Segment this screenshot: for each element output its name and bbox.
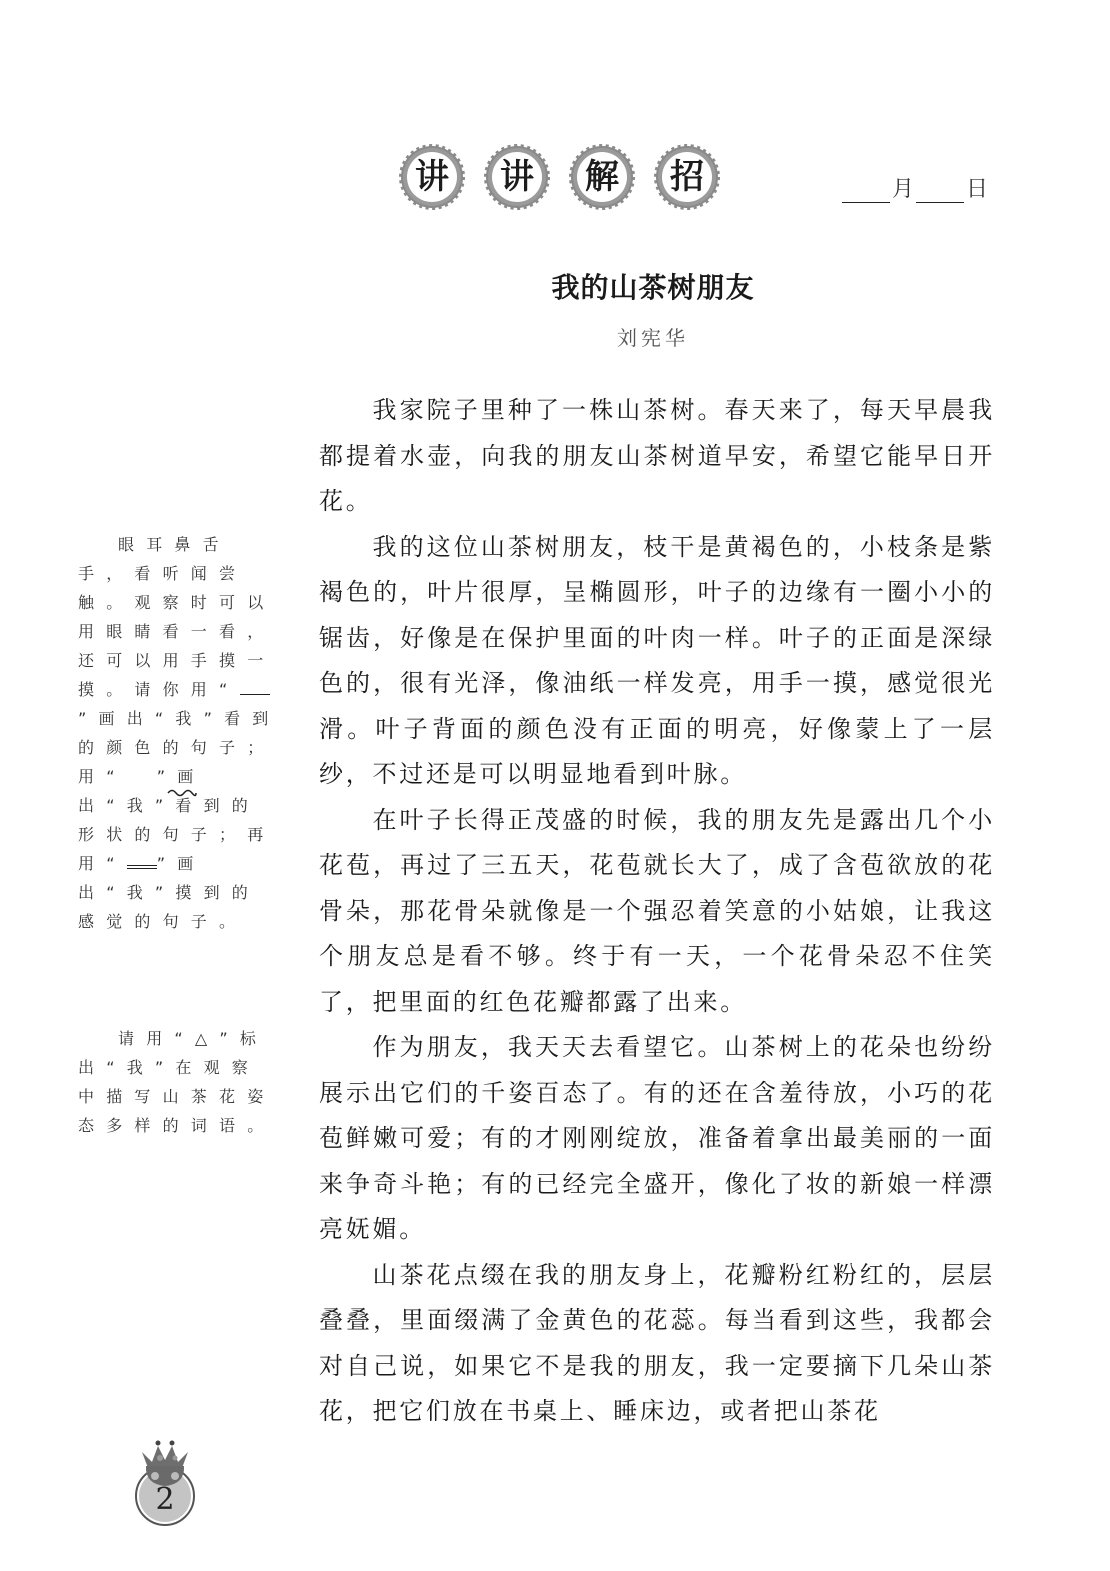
badge-char: 招 [670,157,704,197]
paragraph: 我的这位山茶树朋友，枝干是黄褐色的，小枝条是紫褐色的，叶片很厚，呈椭圆形，叶子的边缘有一圈小小的锯齿，好像是在保护里面的叶肉一样。叶子的正面是深绿色的，很有光泽，像油纸一样发亮，用手一摸，感觉很光滑。叶子背面的颜色没有正面的明亮，好像蒙上了一层纱，不过还是可以明显地看到叶脉。 [319,532,995,788]
section-badges [398,143,721,211]
badge-char: 解 [585,157,619,197]
note-text: 请用“△”标出“我”在观察中描写山茶花姿态多样的词语。 [78,1029,276,1135]
paragraph: 作为朋友，我天天去看望它。山茶树上的花朵也纷纷展示出它们的千姿百态了。有的还在含羞待放，小巧的花苞鲜嫩可爱；有的才刚刚绽放，准备着拿出最美丽的一面来争奇斗艳；有的已经完全盛开，像化了妆的新娘一样漂亮妩媚。 [319,1033,995,1243]
badge-char: 讲 [415,157,449,197]
side-note-observation [78,530,286,936]
paragraph: 在叶子长得正茂盛的时候，我的朋友先是露出几个小花苞，再过了三五天，花苞就长大了，成了含苞欲放的花骨朵，那花骨朵就像是一个强忍着笑意的小姑娘，让我这个朋友总是看不够。终于有一天，一个花骨朵忍不住笑了，把里面的红色花瓣都露了出来。 [319,805,995,1016]
note-text: 眼耳鼻舌手，看听闻尝触。观察时可以用眼睛看一看，还可以用手摸一摸。请你用 [78,535,276,699]
double-underline-icon [127,853,157,869]
month-label: 月 [892,177,915,202]
note-text: ”画出“我”摸到的感觉的句子。 [78,854,260,931]
note-text: ”画出“我”看到的形状的句子；再用 [78,767,276,873]
month-blank[interactable] [842,178,890,203]
badge [483,143,551,211]
page-number: 2 [155,1482,175,1517]
day-blank[interactable] [916,178,964,203]
paragraph: 我家院子里种了一株山茶树。春天来了，每天早晨我都提着水壶，向我的朋友山茶树道早安，希望它能早日开花。 [319,396,995,515]
side-note-triangle [78,1024,286,1140]
wavy-underline-icon [127,777,157,791]
day-label: 日 [966,177,989,202]
note-text: “ [219,680,240,699]
badge [398,143,466,211]
article-body [319,388,995,1435]
badge [653,143,721,211]
badge [568,143,636,211]
paragraph: 山茶花点缀在我的朋友身上，花瓣粉红粉红的，层层叠叠，里面缀满了金黄色的花蕊。每当看到这些，我都会对自己说，如果它不是我的朋友，我一定要摘下几朵山茶花，把它们放在书桌上、睡床边，或者把山茶花 [319,1260,995,1425]
article-title: 我的山茶树朋友 [551,271,755,304]
page-number-badge [130,1438,200,1528]
note-text: “ [106,854,127,873]
date-field [842,172,990,203]
article-author: 刘宪华 [617,326,689,350]
note-text: ”画出“我”看到的颜色的句子；用 [78,709,281,786]
badge-char: 讲 [500,157,534,197]
straight-underline-icon [240,680,270,695]
note-text: “ [106,767,127,786]
